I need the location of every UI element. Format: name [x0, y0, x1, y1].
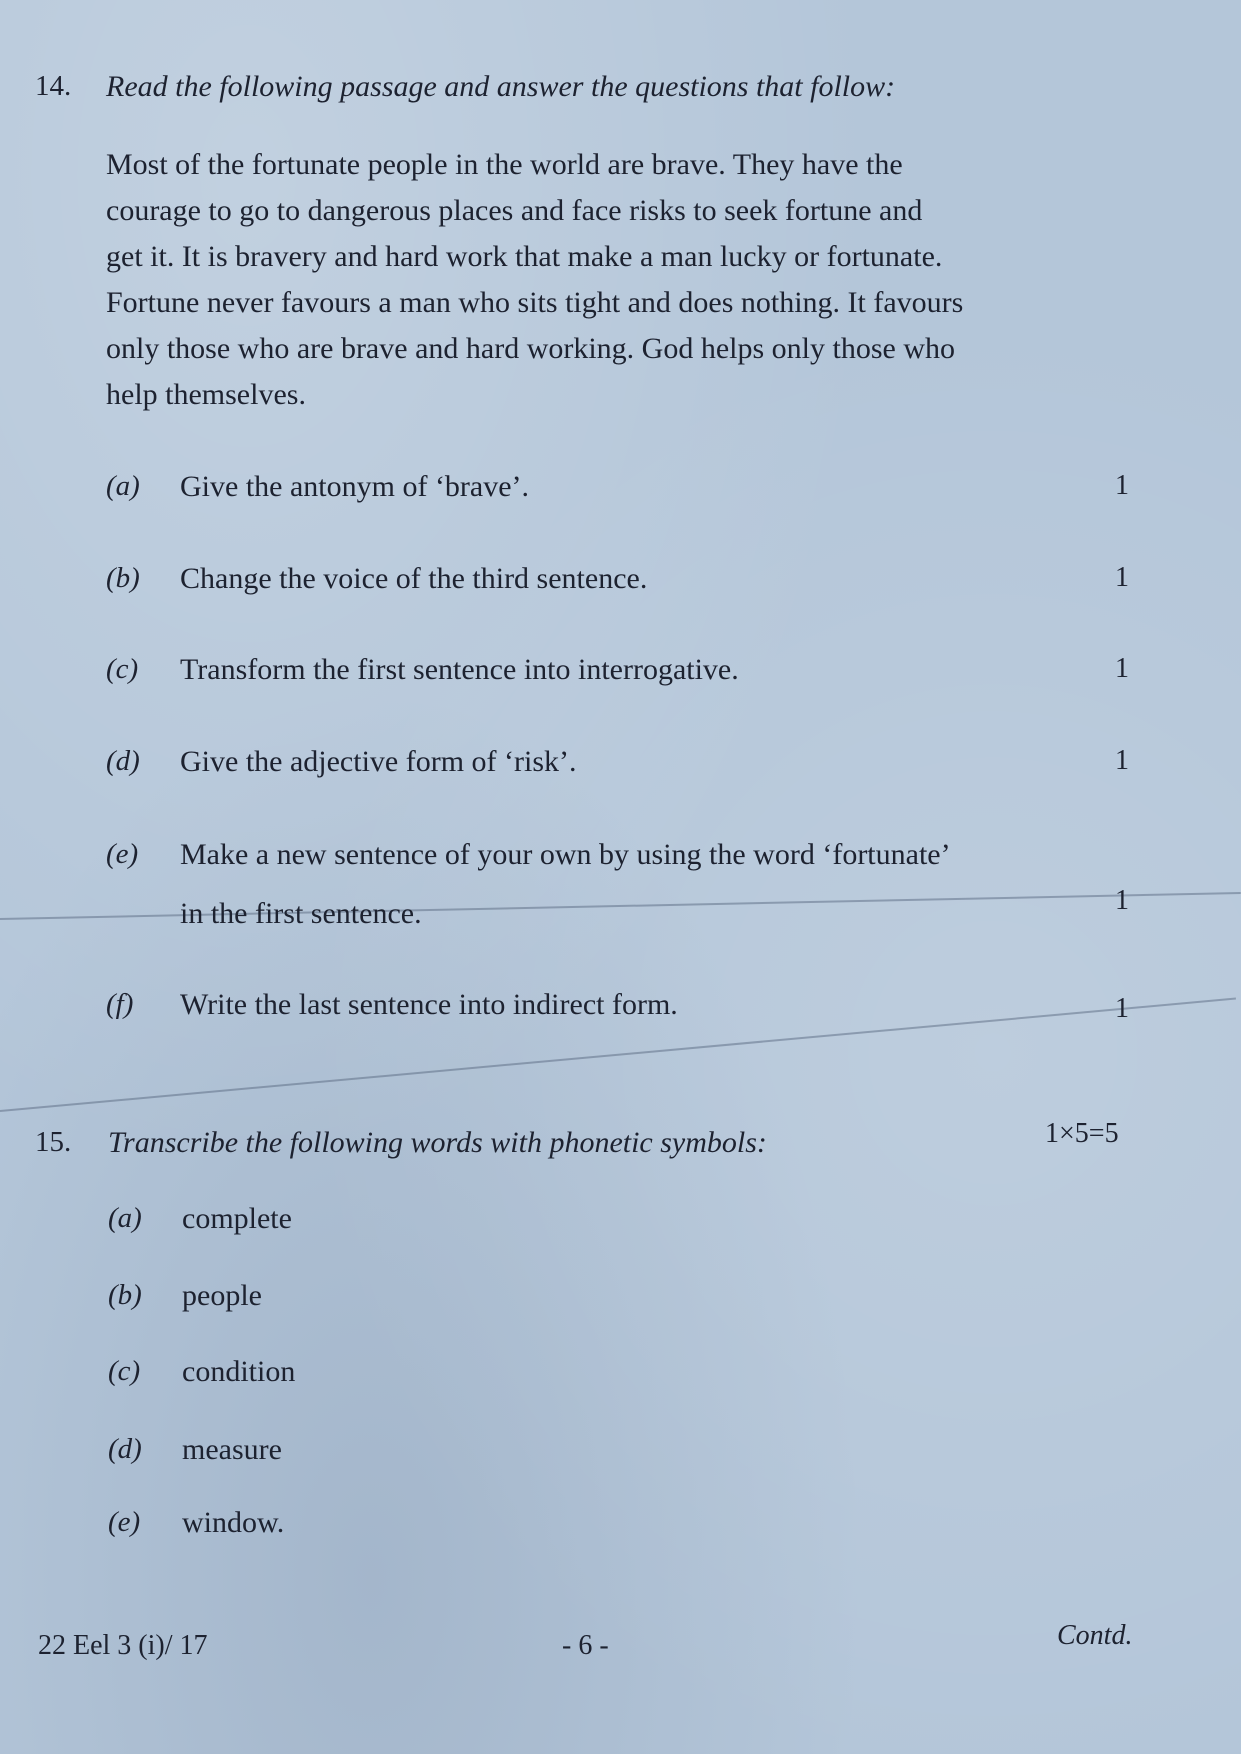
continued-label: Contd.	[1057, 1620, 1133, 1651]
sub-question-label: (d)	[108, 1433, 142, 1465]
sub-question-label: (e)	[106, 838, 139, 870]
sub-question-label: (a)	[106, 470, 140, 502]
sub-question-label: (a)	[108, 1202, 142, 1234]
sub-question-text: Write the last sentence into indirect form.	[180, 988, 678, 1021]
passage-line: only those who are brave and hard working. God helps only those who	[106, 332, 955, 365]
mark-value: 1	[1115, 470, 1129, 501]
sub-question-label: (d)	[106, 745, 140, 777]
word-item: condition	[182, 1355, 296, 1388]
sub-question-label: (c)	[106, 653, 139, 685]
passage-line: Fortune never favours a man who sits tight and does nothing. It favours	[106, 286, 964, 319]
question-number: 15.	[35, 1126, 72, 1158]
question-heading: Transcribe the following words with phonetic symbols:	[108, 1126, 767, 1159]
page-number: - 6 -	[562, 1630, 609, 1661]
mark-value: 1×5=5	[1045, 1118, 1119, 1149]
word-item: complete	[182, 1202, 292, 1235]
question-number: 14.	[35, 70, 72, 102]
sub-question-text: Give the antonym of ‘brave’.	[180, 470, 530, 503]
passage-line: courage to go to dangerous places and face risks to seek fortune and	[106, 194, 923, 227]
sub-question-text-continued: in the first sentence.	[180, 897, 422, 930]
sub-question-label: (b)	[106, 562, 140, 594]
sub-question-text: Make a new sentence of your own by using the word ‘fortunate’	[180, 838, 951, 871]
sub-question-label: (b)	[108, 1279, 142, 1311]
reading-passage	[106, 142, 1131, 418]
sub-question-text: Change the voice of the third sentence.	[180, 562, 648, 595]
mark-value: 1	[1115, 885, 1129, 916]
paper-code: 22 Eel 3 (i)/ 17	[38, 1630, 208, 1661]
sub-question-label: (e)	[108, 1506, 141, 1538]
word-item: measure	[182, 1433, 282, 1466]
sub-question-label: (f)	[106, 988, 134, 1020]
sub-question-text: Transform the first sentence into interrogative.	[180, 653, 739, 686]
passage-line: help themselves.	[106, 378, 306, 411]
question-heading: Read the following passage and answer the questions that follow:	[106, 70, 896, 103]
sub-question-text: Give the adjective form of ‘risk’.	[180, 745, 577, 778]
mark-value: 1	[1115, 653, 1129, 684]
mark-value: 1	[1115, 993, 1129, 1024]
word-item: window.	[182, 1506, 285, 1539]
word-item: people	[182, 1279, 262, 1312]
sub-question-label: (c)	[108, 1355, 141, 1387]
passage-line: get it. It is bravery and hard work that make a man lucky or fortunate.	[106, 240, 943, 273]
mark-value: 1	[1115, 562, 1129, 593]
mark-value: 1	[1115, 745, 1129, 776]
passage-line: Most of the fortunate people in the world are brave. They have the	[106, 148, 903, 181]
